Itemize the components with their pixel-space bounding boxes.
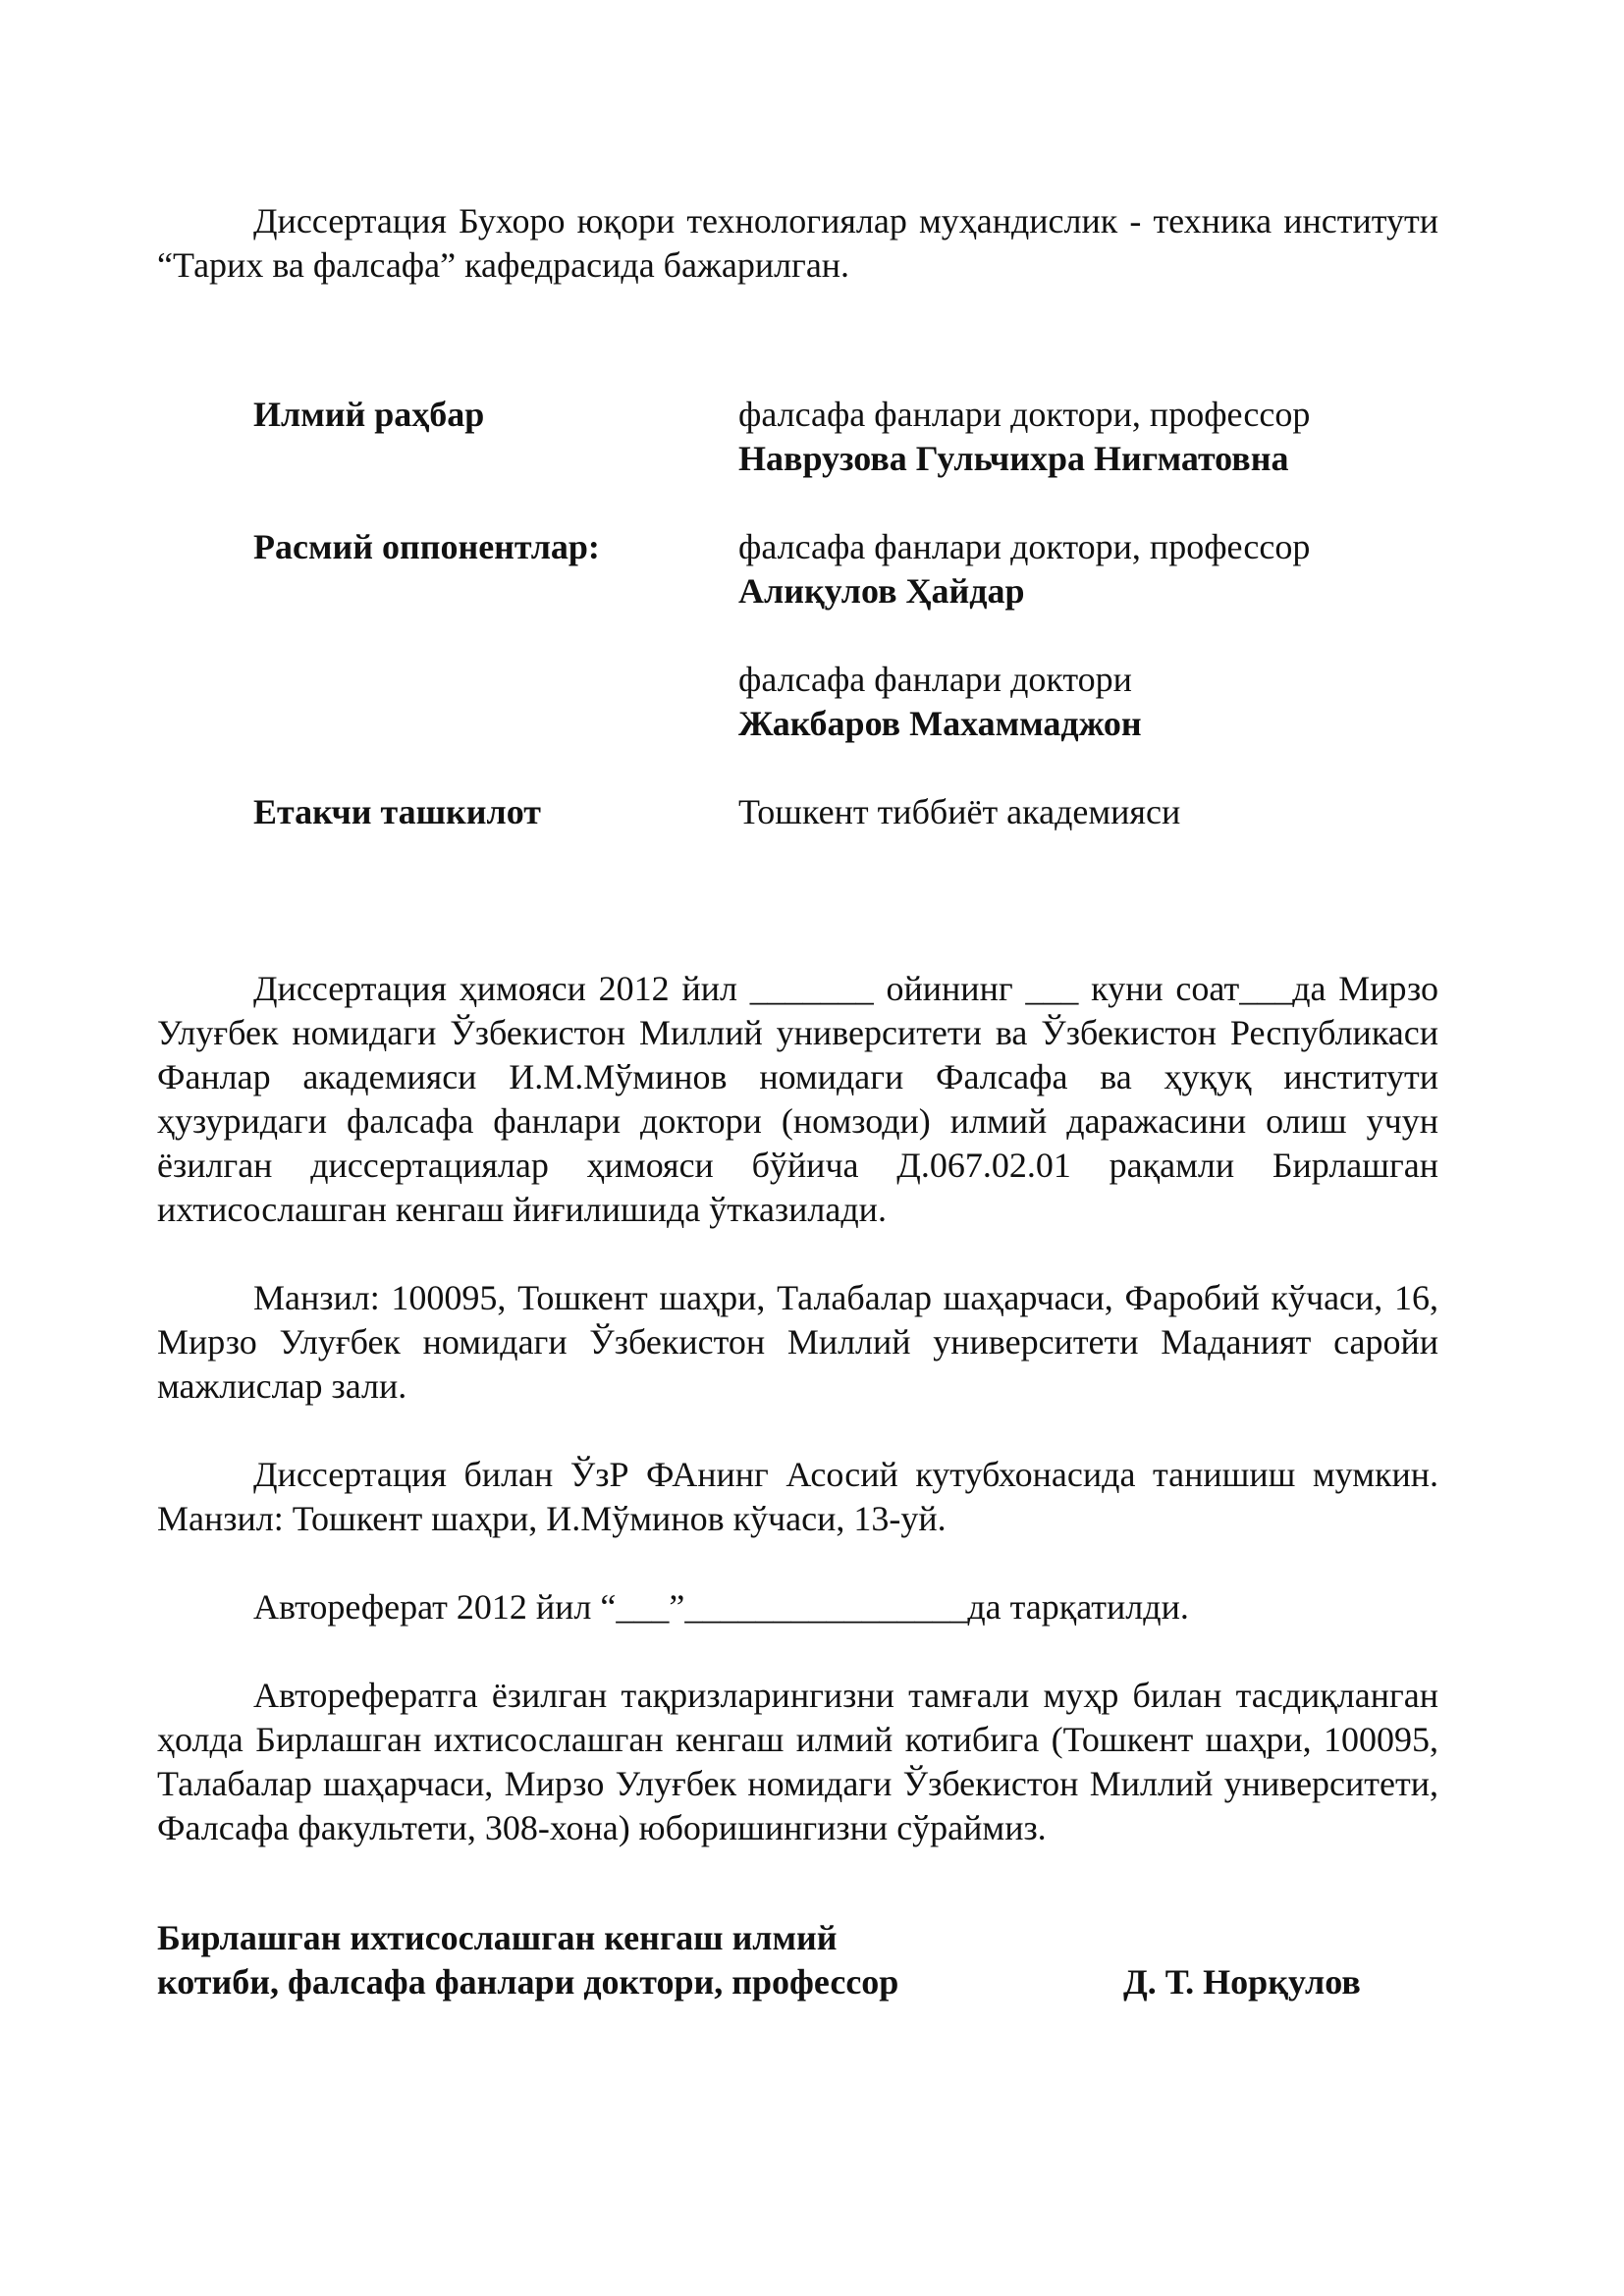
supervisor-name: Наврузова Гульчихра Нигматовна <box>738 439 1289 478</box>
opponent-second-name: Жакбаров Махаммаджон <box>738 704 1142 743</box>
opponent-first-value <box>738 525 1310 614</box>
distributed-line: Автореферат 2012 йил “___”________________да тарқатилди. <box>253 1587 1189 1627</box>
defense-paragraph: Диссертация ҳимояси 2012 йил _______ ойининг ___ куни соат___да Мирзо Улуғбек номидаги Ўзбекистон Миллий университети ва Ўзбекистон Республикаси Фанлар академияси И.М.Мўминов номидаги Фалсафа ва ҳуқуқ институти ҳузуридаги фалсафа фанлари доктори (номзоди) илмий даражасини олиш учун ёзилган диссертациялар ҳимояси бўйича Д.067.02.01 рақамли Бирлашган ихтисослашган кенгаш йиғилишида ўтказилади. <box>157 969 1438 1229</box>
opponent-first-name: Алиқулов Ҳайдар <box>738 571 1025 611</box>
supervisor-title: фалсафа фанлари доктори, профессор <box>738 395 1311 434</box>
leading-org-value: Тошкент тиббиёт академияси <box>738 792 1181 831</box>
leading-org-label: Етакчи ташкилот <box>253 792 541 831</box>
supervisor-value <box>738 393 1310 481</box>
address-paragraph: Манзил: 100095, Тошкент шаҳри, Талабалар шаҳарчаси, Фаробий кўчаси, 16, Мирзо Улуғбек номидаги Ўзбекистон Миллий университети Маданият саройи мажлислар зали. <box>157 1278 1438 1406</box>
opponent-second-value <box>738 658 1142 746</box>
supervisor-label: Илмий раҳбар <box>253 395 485 434</box>
opponents-label: Расмий оппонентлар: <box>253 527 600 566</box>
intro-paragraph: Диссертация Бухоро юқори технологиялар муҳандислик - техника институти “Тарих ва фалсафа” кафедрасида бажарилган. <box>157 201 1438 285</box>
library-paragraph: Диссертация билан ЎзР ФАнинг Асосий кутубхонасида танишиш мумкин. Манзил: Тошкент шаҳри, И.Мўминов кўчаси, 13-уй. <box>157 1455 1438 1538</box>
signature-position-line2: котиби, фалсафа фанлари доктори, профессор <box>157 1962 899 2002</box>
opponent-first-title: фалсафа фанлари доктори, профессор <box>738 527 1311 566</box>
opponent-second-title: фалсафа фанлари доктори <box>738 660 1132 699</box>
reviews-paragraph: Авторефератга ёзилган тақризларингизни тамғали муҳр билан тасдиқланган ҳолда Бирлашган ихтисослашган кенгаш илмий котибига (Тошкент шаҳри, 100095, Талабалар шаҳарчаси, Мирзо Улуғбек номидаги Ўзбекистон Миллий университети, Фалсафа факультети, 308-хона) юборишингизни сўраймиз. <box>157 1676 1438 1847</box>
signature-name: Д. Т. Норқулов <box>1123 1962 1361 2002</box>
signature-position-line1: Бирлашган ихтисослашган кенгаш илмий <box>157 1918 838 1957</box>
